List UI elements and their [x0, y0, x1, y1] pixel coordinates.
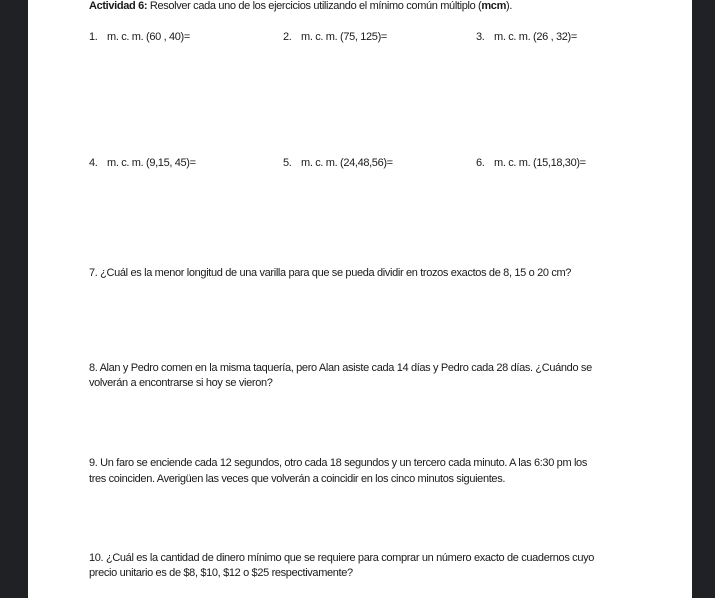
exercise-number: 6.: [476, 157, 485, 169]
exercise-number: 5.: [283, 157, 292, 169]
problem-7: 7. ¿Cuál es la menor longitud de una varilla para que se pueda dividir en trozos exactos de 8, 15 o 20 cm?: [89, 267, 572, 279]
exercise-text: m. c. m. (15,18,30)=: [494, 157, 586, 169]
exercise-text: m. c. m. (9,15, 45)=: [107, 157, 196, 169]
problem-9-line-2: tres coinciden. Averigüen las veces que volverán a coincidir en los cinco minutos siguientes.: [89, 473, 506, 485]
exercise-text: m. c. m. (26 , 32)=: [494, 31, 577, 43]
problem-8-line-2: volverán a encontrarse si hoy se vieron?: [89, 377, 273, 389]
exercise-number: 2.: [283, 31, 292, 43]
exercise-number: 1.: [89, 31, 98, 43]
exercise-text: m. c. m. (24,48,56)=: [301, 157, 393, 169]
problem-10-line-2: precio unitario es de $8, $10, $12 o $25 respectivamente?: [89, 567, 353, 579]
exercise-number: 4.: [89, 157, 98, 169]
title-bold: Actividad 6:: [89, 0, 148, 12]
problem-8-line-1: 8. Alan y Pedro comen en la misma taquería, pero Alan asiste cada 14 días y Pedro cada 28 días. ¿Cuándo se: [89, 362, 592, 374]
document-page: [28, 0, 692, 598]
title-abbr: mcm: [481, 0, 507, 12]
problem-10-line-1: 10. ¿Cuál es la cantidad de dinero mínimo que se requiere para comprar un número exacto de cuadernos cuyo: [89, 552, 595, 564]
exercise-number: 3.: [476, 31, 485, 43]
activity-title: [89, 0, 512, 13]
exercise-text: m. c. m. (60 , 40)=: [107, 31, 190, 43]
title-text: Resolver cada uno de los ejercicios utilizando el mínimo común múltiplo (: [147, 0, 482, 12]
title-end: ).: [506, 0, 513, 12]
problem-9-line-1: 9. Un faro se enciende cada 12 segundos, otro cada 18 segundos y un tercero cada minuto. A las 6:30 pm los: [89, 457, 587, 469]
exercise-text: m. c. m. (75, 125)=: [301, 31, 387, 43]
